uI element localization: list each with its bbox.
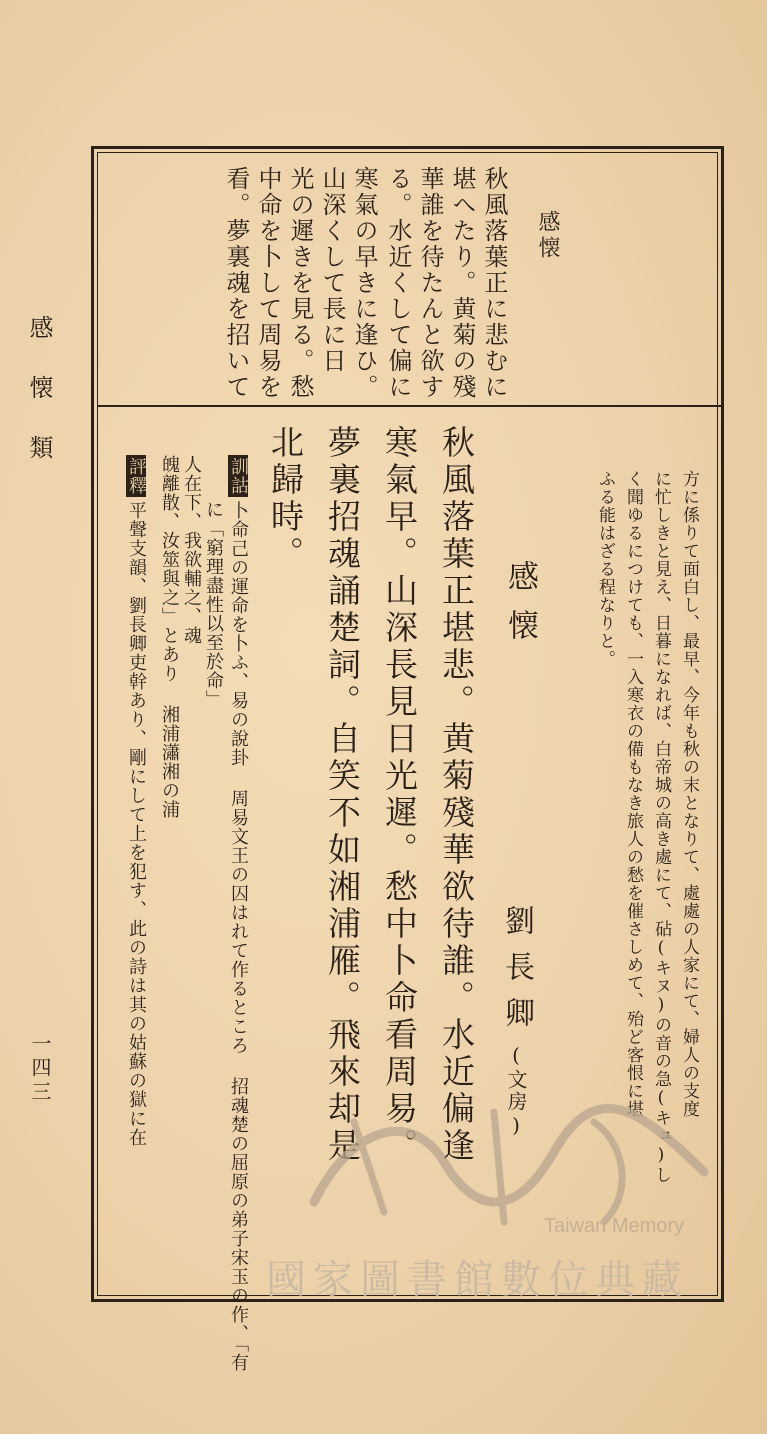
watermark-logo-text: Taiwan Memory bbox=[544, 1215, 685, 1237]
kunko-column: 魄離散、汝筮與之」とあり 湘浦瀟湘の浦 bbox=[159, 455, 180, 819]
note-column: ふる能はざる程なりと。 bbox=[595, 470, 615, 668]
top-column: 山深くして長に日 bbox=[318, 166, 346, 374]
watermark-logo-icon bbox=[294, 1082, 724, 1242]
top-column: 看。夢裏魂を招いて bbox=[222, 166, 250, 400]
top-column: 秋風落葉正に悲むに bbox=[480, 166, 508, 400]
poem-title: 感懐 bbox=[502, 560, 538, 658]
kunko-column bbox=[228, 455, 248, 1372]
poem-author-note: (文房) bbox=[504, 1043, 528, 1139]
side-label: 感懐類 bbox=[25, 315, 53, 495]
kunko-column: に「窮理盡性以至於命」 bbox=[203, 500, 224, 709]
watermark-text: 國家圖書館數位典藏 bbox=[266, 1257, 689, 1303]
hyoshaku-text: 平聲支韻、劉長卿吏幹あり、剛にして上を犯す、此の詩は其の姑蘇の獄に在 bbox=[126, 501, 147, 1147]
top-column: 寒氣の早きに逢ひ。 bbox=[350, 166, 378, 400]
poem-line: 夢裏招魂誦楚詞。自笑不如湘浦雁。飛來却是 bbox=[323, 425, 362, 1165]
poem-line: 北歸時。 bbox=[266, 425, 305, 573]
poem-line: 秋風落葉正堪悲。黄菊殘華欲待誰。水近偏逢 bbox=[437, 425, 476, 1165]
kunko-tag: 訓詁 bbox=[228, 457, 249, 495]
note-column: 方に係りて面白し、最早、今年も秋の末となりて、處處の人家にて、婦人の支度 bbox=[679, 470, 699, 1118]
poem-author-name: 劉長卿 bbox=[499, 905, 534, 1043]
top-title: 感懐 bbox=[535, 210, 560, 262]
hyoshaku-column bbox=[126, 455, 146, 1147]
top-column: 中命を卜して周易を bbox=[254, 166, 282, 400]
page-number: 一四三 bbox=[28, 1033, 52, 1105]
note-column: く聞ゆるにつけても、一入寒衣の備もなき旅人の愁を催さしめて、殆ど客恨に堪 bbox=[623, 470, 643, 1118]
top-column: 堪へたり。黄菊の殘 bbox=[448, 166, 476, 400]
kunko-column: 人在下、我欲輔之、魂 bbox=[181, 455, 202, 645]
poem-line: 寒氣早。山深長見日光遲。愁中卜命看周易。 bbox=[380, 425, 419, 1165]
section-divider bbox=[97, 405, 724, 407]
top-column: 光の遲きを見る。愁 bbox=[286, 166, 314, 400]
note-column: に忙しきと見え、日暮になれば、白帝城の高き處にて、砧(キヌ)の音の急(キュ)し bbox=[651, 470, 671, 1184]
hyoshaku-tag: 評釋 bbox=[126, 457, 147, 495]
top-column: 華誰を待たんと欲す bbox=[416, 166, 444, 400]
top-column: る。水近くして偏に bbox=[384, 166, 412, 400]
kunko-text: 卜命己の運命を卜ふ、易の說卦 周易文王の囚はれて作るところ 招魂楚の屈原の弟子宋玉の作、「有 bbox=[228, 501, 249, 1372]
